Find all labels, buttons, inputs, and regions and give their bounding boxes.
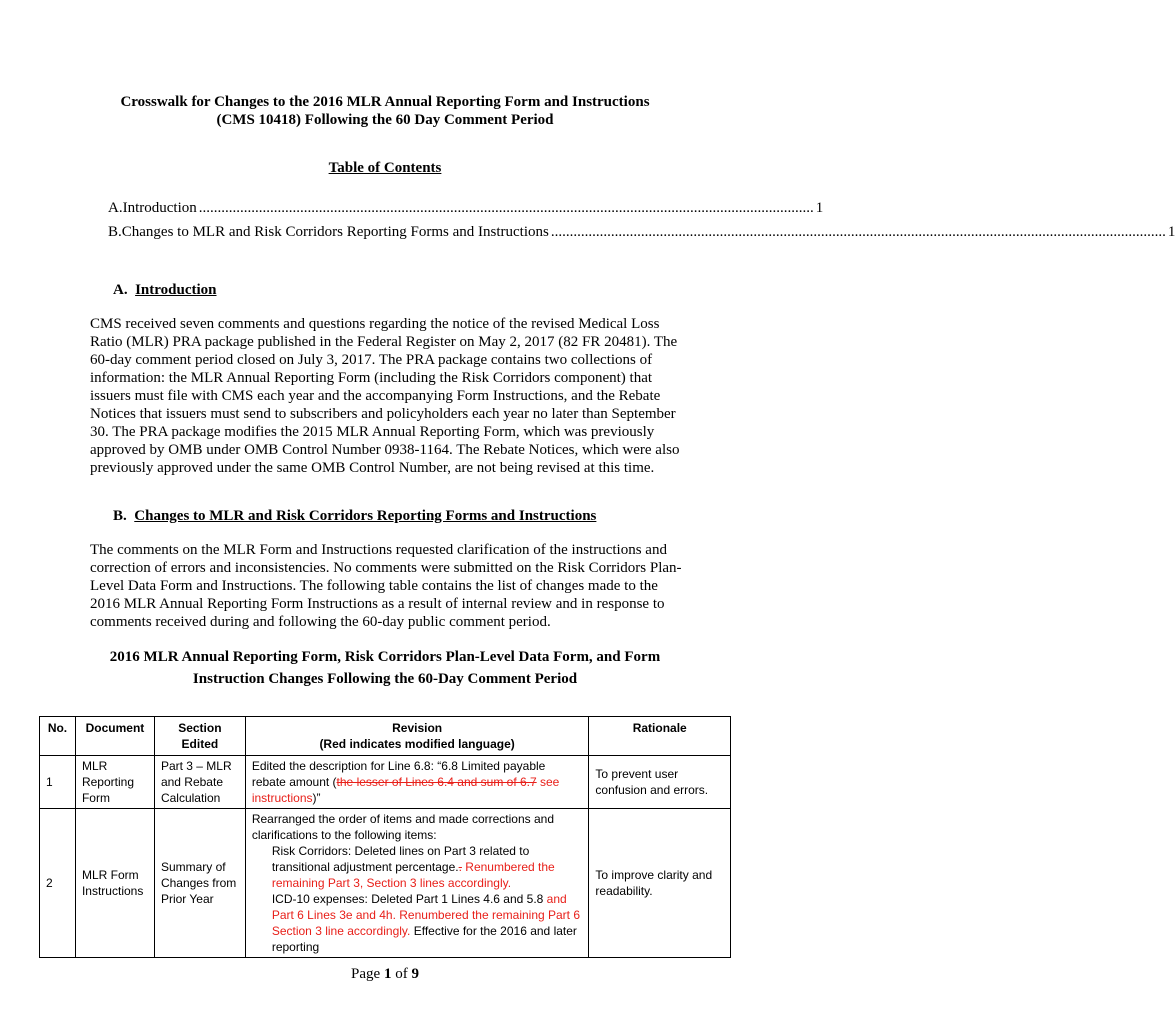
row-number: 1: [40, 756, 76, 809]
page-footer: [0, 966, 770, 983]
header-no: No.: [40, 717, 76, 756]
section-a-heading: [113, 282, 217, 299]
header-revision-title: Revision: [392, 721, 443, 735]
row-rationale: To prevent user confusion and errors.: [589, 756, 731, 809]
row-document: MLR Form Instructions: [75, 809, 154, 958]
toc-page-number: 1: [815, 200, 824, 216]
title-line-2: (CMS 10418) Following the 60 Day Comment Period: [216, 112, 554, 128]
header-rationale: Rationale: [589, 717, 731, 756]
toc-text: Changes to MLR and Risk Corridors Reporting Forms and Instructions: [121, 224, 549, 240]
revision-item-icd10: [252, 891, 583, 955]
row-document: MLR Reporting Form: [75, 756, 154, 809]
table-row: [40, 809, 731, 958]
row-revision: [245, 756, 589, 809]
crosswalk-table: [39, 716, 731, 958]
document-title: [0, 93, 770, 129]
table-row: [40, 756, 731, 809]
row-section: Summary of Changes from Prior Year: [154, 809, 245, 958]
revision-text: Edited the description for Line 6.8: “6.8 Limited payable rebate amount (: [251, 759, 546, 789]
revision-intro: Rearranged the order of items and made corrections and clarifications to the following items:: [251, 812, 554, 842]
revision-deleted-text: .: [458, 860, 462, 874]
revision-item-risk-corridors: [252, 843, 583, 891]
table-title-line-2: Instruction Changes Following the 60-Day Comment Period: [192, 671, 578, 687]
toc-page-number: 1: [1167, 224, 1175, 240]
row-rationale: To improve clarity and readability.: [589, 809, 731, 958]
row-revision: [245, 809, 589, 958]
revision-deleted-text: the lesser of Lines 6.4 and sum of 6.7: [336, 775, 537, 789]
changes-paragraph: The comments on the MLR Form and Instructions requested clarification of the instructions and correction of errors and inconsistencies. No comments were submitted on the Risk Corridors Plan-Level Data Form and Instructions. The following table contains the list of changes made to the 2016 MLR Annual Reporting Form Instructions as a result of internal review and in response to comments received during and following the 60-day public comment period.: [90, 542, 682, 630]
toc-heading: Table of Contents: [328, 160, 442, 176]
header-revision-note: (Red indicates modified language): [319, 737, 515, 751]
footer-prefix: Page: [351, 966, 384, 982]
introduction-paragraph: CMS received seven comments and questions regarding the notice of the revised Medical Loss Ratio (MLR) PRA package published in the Federal Register on May 2, 2017 (82 FR 20481). The 60-day comment period closed on July 3, 2017. The PRA package contains two collections of information: the MLR Annual Reporting Form (including the Risk Corridors component) that issuers must file with CMS each year and the accompanying Form Instructions, and the Rebate Notices that issuers must send to subscribers and policyholders each year no later than September 30. The PRA package modifies the 2015 MLR Annual Reporting Form, which was previously approved by OMB under OMB Control Number 0938-1164. The Rebate Notices, which were also previously approved under the same OMB Control Number, are not being revised at this time.: [90, 316, 680, 476]
header-section-edited: Section Edited: [154, 717, 245, 756]
section-b-heading: [113, 508, 596, 525]
revision-added-text: see instructions: [251, 775, 560, 805]
title-line-1: Crosswalk for Changes to the 2016 MLR Annual Reporting Form and Instructions: [120, 94, 650, 110]
toc-entry-changes[interactable]: [108, 223, 1175, 241]
footer-page-total: 9: [411, 966, 419, 982]
header-document: Document: [75, 717, 154, 756]
section-a-title: Introduction: [135, 282, 217, 298]
toc-leader-dots: ....................................................................................................................................................................: [550, 224, 1166, 240]
table-title: [0, 646, 770, 690]
revision-text: Risk Corridors: Deleted lines on Part 3 related to transitional adjustment percentage.: [271, 844, 530, 874]
table-title-line-1: 2016 MLR Annual Reporting Form, Risk Corridors Plan-Level Data Form, and Form: [109, 649, 661, 665]
toc-letter: A.: [108, 200, 123, 216]
footer-middle: of: [391, 966, 412, 982]
toc-leader-dots: ....................................................................................................................................................................: [198, 200, 814, 216]
revision-text-suffix: )”: [312, 791, 321, 805]
revision-text: ICD-10 expenses: Deleted Part 1 Lines 4.6 and 5.8: [271, 892, 544, 906]
toc-letter: B.: [108, 224, 122, 240]
section-a-letter: A.: [113, 282, 128, 298]
toc-text: Introduction: [122, 200, 197, 216]
footer-page-number: 1: [383, 966, 392, 982]
row-section: Part 3 – MLR and Rebate Calculation: [154, 756, 245, 809]
header-revision: [245, 717, 589, 756]
revision-text-tail: Effective for the 2016 and later reporting: [271, 924, 577, 954]
section-b-letter: B.: [113, 508, 127, 524]
revision-added-text: and Part 6 Lines 3e and 4h. Renumbered the remaining Part 6 Section 3 line accordingly.: [271, 892, 581, 938]
table-header-row: [40, 717, 731, 756]
row-number: 2: [40, 809, 76, 958]
toc-entry-introduction[interactable]: [108, 199, 824, 217]
revision-added-text: Renumbered the remaining Part 3, Section 3 lines accordingly.: [271, 860, 555, 890]
section-b-title: Changes to MLR and Risk Corridors Reporting Forms and Instructions: [134, 508, 597, 524]
